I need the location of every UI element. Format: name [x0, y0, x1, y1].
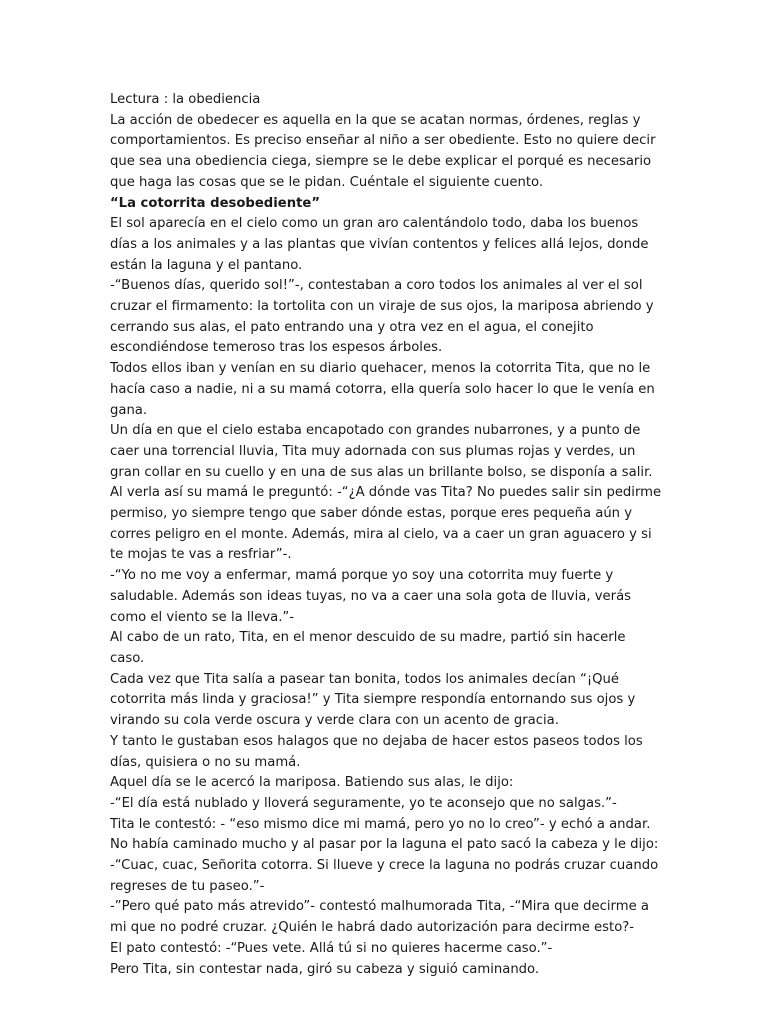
story-paragraph: -“Cuac, cuac, Señorita cotorra. Si llueve y crece la laguna no podrás cruzar cuando regreses de tu paseo.”-	[110, 858, 659, 894]
document-heading: Lectura : la obediencia	[110, 92, 261, 107]
story-paragraph: Todos ellos iban y venían en su diario quehacer, menos la cotorrita Tita, que no le hacía caso a nadie, ni a su mamá cotorra, ella quería solo hacer lo que le venía en gana.	[110, 361, 655, 418]
story-paragraph: -“Yo no me voy a enfermar, mamá porque yo soy una cotorrita muy fuerte y saludable. Además son ideas tuyas, no va a caer una sola gota de lluvia, verás como el viento se la lleva.”-	[110, 568, 632, 625]
story-paragraph: -”Pero qué pato más atrevido”- contestó malhumorada Tita, -“Mira que decirme a mi que no podré cruzar. ¿Quién le habrá dado autorización para decirme esto?-	[110, 899, 649, 936]
story-paragraph: Tita le contestó: - “eso mismo dice mi mamá, pero yo no lo creo”- y echó a andar.	[110, 816, 651, 832]
story-paragraph: Al verla así su mamá le preguntó: -“¿A dónde vas Tita? No puedes salir sin pedirme permiso, yo siempre tengo que saber dónde estas, porque eres pequeña aún y corres peligro en el monte. Además, mira al cielo, va a caer un gran aguacero y si te mojas te vas a resfriar”-.	[110, 485, 662, 563]
story-paragraph: Pero Tita, sin contestar nada, giró su cabeza y siguió caminando.	[110, 961, 540, 977]
story-paragraph: -“El día está nublado y lloverá seguramente, yo te aconsejo que no salgas.”-	[110, 795, 617, 811]
story-paragraph: Aquel día se le acercó la mariposa. Batiendo sus alas, le dijo:	[110, 775, 514, 791]
story-paragraph: No había caminado mucho y al pasar por la laguna el pato sacó la cabeza y le dijo:	[110, 837, 659, 853]
story-title: “La cotorrita desobediente”	[110, 195, 321, 211]
story-paragraph: El pato contestó: -“Pues vete. Allá tú si no quieres hacerme caso.”-	[110, 940, 553, 956]
intro-paragraph: La acción de obedecer es aquella en la que se acatan normas, órdenes, reglas y comportamientos. Es preciso enseñar al niño a ser obediente. Esto no quiere decir que sea una obediencia ciega, siempre se le debe explicar el porqué es necesario que haga las cosas que se le pidan. Cuéntale el siguiente cuento.	[110, 112, 656, 190]
story-paragraph: Cada vez que Tita salía a pasear tan bonita, todos los animales decían “¡Qué cotorrita más linda y graciosa!” y Tita siempre respondía entornando sus ojos y virando su cola verde oscura y verde clara con un acento de gracia.	[110, 671, 636, 729]
story-paragraph: Y tanto le gustaban esos halagos que no dejaba de hacer estos paseos todos los días, quisiera o no su mamá.	[110, 733, 643, 770]
story-paragraph: Un día en que el cielo estaba encapotado con grandes nubarrones, y a punto de caer una torrencial lluvia, Tita muy adornada con sus plumas rojas y verdes, un gran collar en su cuello y en una de sus alas un brillante bolso, se disponía a salir.	[110, 423, 653, 480]
story-paragraph: -“Buenos días, querido sol!”-, contestaban a coro todos los animales al ver el sol cruzar el firmamento: la tortolita con un viraje de sus ojos, la mariposa abriendo y cerrando sus alas, el pato entrando una y otra vez en el agua, el conejito escondiéndose temeroso tras los espesos árboles.	[110, 278, 654, 356]
story-paragraph: El sol aparecía en el cielo como un gran aro calentándolo todo, daba los buenos días a los animales y a las plantas que vivían contentos y felices allá lejos, donde están la laguna y el pantano.	[110, 216, 649, 273]
story-paragraph: Al cabo de un rato, Tita, en el menor descuido de su madre, partió sin hacerle caso.	[110, 630, 626, 666]
document-page	[110, 90, 662, 980]
